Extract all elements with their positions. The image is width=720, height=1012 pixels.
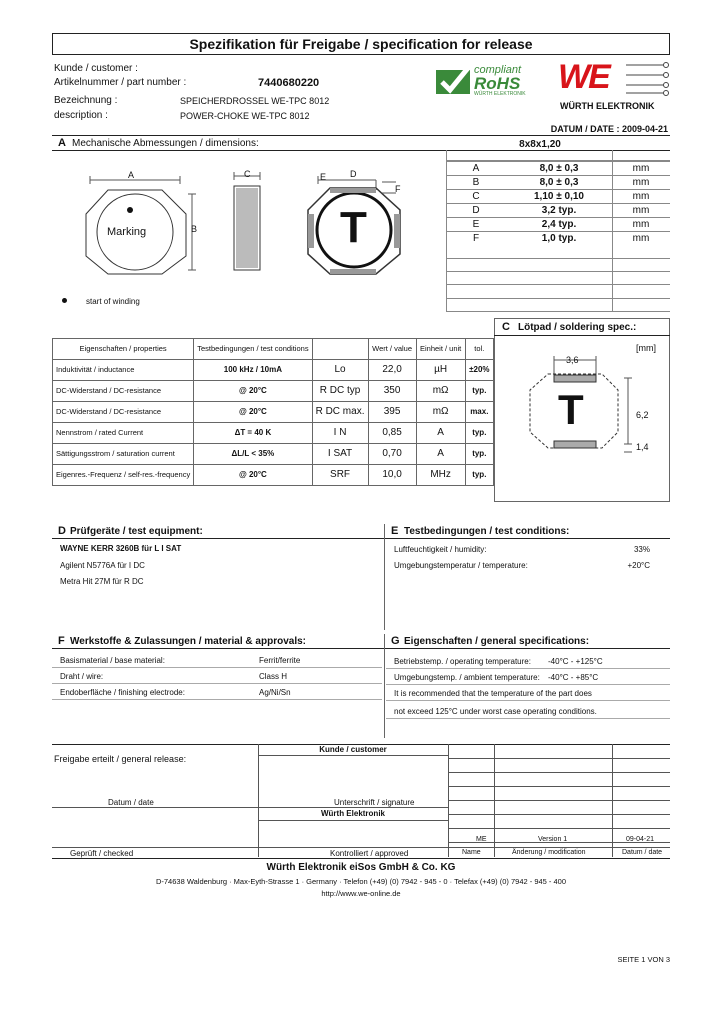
ambient-temp-value: -40°C - +85°C: [548, 673, 599, 682]
description-label: description :: [54, 110, 108, 121]
dim-row: [446, 176, 670, 190]
property-condition: ΔL/L < 35%: [194, 444, 312, 465]
dim-unit: mm: [612, 204, 670, 218]
section-g-title: Eigenschaften / general specifications:: [404, 636, 590, 647]
dim-unit: mm: [612, 162, 670, 176]
section-c-underline: [494, 335, 670, 336]
brand-name: WÜRTH ELEKTRONIK: [560, 101, 655, 111]
property-row: [53, 381, 494, 402]
humidity-label: Luftfeuchtigkeit / humidity:: [394, 545, 487, 554]
electrode-label: Endoberfläche / finishing electrode:: [60, 688, 185, 697]
dim-unit: mm: [612, 176, 670, 190]
property-name: Nennstrom / rated Current: [53, 423, 194, 444]
section-f-title: Werkstoffe & Zulassungen / material & approvals:: [70, 636, 306, 647]
property-symbol: I SAT: [312, 444, 368, 465]
property-name: DC-Widerstand / DC-resistance: [53, 381, 194, 402]
release-grid-1: [448, 758, 670, 759]
property-row: [53, 402, 494, 423]
f-line-2: [52, 683, 382, 684]
property-unit: mΩ: [416, 402, 465, 423]
section-c-title: Lötpad / soldering spec.:: [518, 322, 637, 333]
release-grid-6: [448, 828, 670, 829]
release-end-line: [52, 858, 670, 859]
dim-value: 3,2 typ.: [506, 204, 612, 218]
property-name: Sättigungsstrom / saturation current: [53, 444, 194, 465]
circuit-icon: [626, 60, 670, 96]
footer-url[interactable]: http://www.we-online.de: [321, 889, 401, 898]
property-unit: µH: [416, 360, 465, 381]
section-g-letter: G: [391, 635, 400, 647]
release-version: Version 1: [538, 836, 568, 843]
dims-empty-4: [446, 298, 670, 299]
properties-header-row: [53, 339, 494, 360]
dim-row: [446, 204, 670, 218]
property-condition: 100 kHz / 10mA: [194, 360, 312, 381]
section-d-title: Prüfgeräte / test equipment:: [70, 526, 203, 537]
temp-note-1: It is recommended that the temperature of the part does: [394, 689, 592, 698]
property-unit: A: [416, 423, 465, 444]
pad-dim-width: 3,6: [566, 355, 579, 365]
property-name: Induktivität / inductance: [53, 360, 194, 381]
divider-fg-vertical: [384, 634, 385, 738]
release-customer: Kunde / customer: [319, 745, 387, 754]
property-symbol: I N: [312, 423, 368, 444]
section-a-title: Mechanische Abmessungen / dimensions:: [72, 138, 259, 149]
dim-label-a: A: [128, 170, 135, 180]
dim-row: [446, 162, 670, 176]
dim-value: 8,0 ± 0,3: [506, 162, 612, 176]
property-row: [53, 444, 494, 465]
footer-company: Würth Elektronik eiSos GmbH & Co. KG: [266, 862, 456, 873]
marking-label: Marking: [107, 226, 147, 238]
humidity-value: 33%: [633, 545, 650, 554]
hdr-value: Wert / value: [368, 339, 416, 360]
release-signature: Unterschrift / signature: [334, 798, 415, 807]
release-me: ME: [476, 836, 487, 843]
dim-unit: mm: [612, 190, 670, 204]
release-label: Freigabe erteilt / general release:: [54, 754, 187, 764]
customer-label: Kunde / customer :: [54, 63, 138, 74]
property-value: 10,0: [368, 465, 416, 486]
release-we: Würth Elektronik: [320, 809, 385, 818]
divider-de: [52, 538, 670, 539]
wire-label: Draht / wire:: [60, 672, 104, 681]
footer-address: D-74638 Waldenburg · Max-Eyth-Strasse 1 · Germany · Telefon (+49) (0) 7942 - 945 - 0 · Telefax (+49) (0) 7942 - 945 - 400: [155, 877, 567, 886]
start-of-winding: start of winding: [86, 297, 140, 306]
dim-row: [446, 218, 670, 232]
release-grid-4: [448, 800, 670, 801]
property-value: 350: [368, 381, 416, 402]
property-condition: ΔT = 40 K: [194, 423, 312, 444]
dim-key: C: [446, 190, 506, 204]
property-symbol: R DC max.: [312, 402, 368, 423]
f-line-3: [52, 699, 382, 700]
release-change: Änderung / modification: [512, 849, 586, 856]
release-checked: Geprüft / checked: [70, 849, 134, 858]
pad-dim-height: 6,2: [636, 410, 649, 420]
equipment-line-2: Agilent N5776A für I DC: [60, 561, 145, 570]
dim-value: 8,0 ± 0,3: [506, 176, 612, 190]
dim-unit: mm: [612, 232, 670, 246]
property-condition: @ 20°C: [194, 402, 312, 423]
property-tolerance: typ.: [465, 465, 493, 486]
section-d-letter: D: [58, 525, 66, 537]
release-grid-2: [448, 772, 670, 773]
divider-fg: [52, 648, 670, 649]
dim-label-c: C: [244, 169, 251, 179]
temperature-label: Umgebungstemperatur / temperature:: [394, 561, 528, 570]
property-tolerance: typ.: [465, 423, 493, 444]
section-e-title: Testbedingungen / test conditions:: [404, 526, 570, 537]
pad-dim-pad: 1,4: [636, 442, 649, 452]
hdr-unit: Einheit / unit: [416, 339, 465, 360]
property-condition: @ 20°C: [194, 381, 312, 402]
pad-marking: T: [558, 386, 584, 433]
dim-value: 1,10 ± 0,10: [506, 190, 612, 204]
base-material-value: Ferrit/ferrite: [259, 656, 301, 665]
property-tolerance: max.: [465, 402, 493, 423]
g-line-1: [386, 668, 670, 669]
dims-empty-3: [446, 284, 670, 285]
top-view-drawing: [80, 170, 220, 280]
dim-key: E: [446, 218, 506, 232]
property-value: 0,70: [368, 444, 416, 465]
hdr-properties: Eigenschaften / properties: [53, 339, 194, 360]
property-row: [53, 423, 494, 444]
hdr-conditions: Testbedingungen / test conditions: [194, 339, 312, 360]
properties-table: [52, 338, 494, 486]
g-line-2: [386, 684, 670, 685]
section-e-letter: E: [391, 525, 399, 537]
f-line-1: [52, 667, 382, 668]
dim-key: B: [446, 176, 506, 190]
property-value: 0,85: [368, 423, 416, 444]
ambient-temp-label: Umgebungstemp. / ambient temperature:: [394, 673, 540, 682]
operating-temp-value: -40°C - +125°C: [548, 657, 603, 666]
property-symbol: SRF: [312, 465, 368, 486]
designation-label: Bezeichnung :: [54, 95, 118, 106]
release-approved: Kontrolliert / approved: [330, 849, 409, 858]
property-name: Eigenres.-Frequenz / self-res.-frequency: [53, 465, 194, 486]
property-symbol: R DC typ: [312, 381, 368, 402]
g-line-3: [386, 700, 670, 701]
dims-empty-2: [446, 271, 670, 272]
hdr-tol: tol.: [465, 339, 493, 360]
property-unit: A: [416, 444, 465, 465]
page-number: SEITE 1 VON 3: [617, 955, 670, 964]
release-datum: Datum / date: [622, 849, 663, 856]
property-symbol: Lo: [312, 360, 368, 381]
dim-row: [446, 232, 670, 246]
release-customer-line: [258, 755, 448, 756]
dimensions-table: [446, 161, 670, 245]
hdr-symbol: [312, 339, 368, 360]
release-grid-5: [448, 814, 670, 815]
property-row: [53, 360, 494, 381]
part-label: Artikelnummer / part number :: [54, 77, 187, 88]
dim-value: 1,0 typ.: [506, 232, 612, 246]
property-value: 395: [368, 402, 416, 423]
property-unit: mΩ: [416, 381, 465, 402]
temp-note-2: not exceed 125°C under worst case operating conditions.: [394, 707, 597, 716]
dim-row: [446, 190, 670, 204]
rohs-logo: [434, 64, 544, 98]
temperature-value: +20°C: [627, 561, 650, 570]
g-line-4: [386, 718, 670, 719]
release-grid-3: [448, 786, 670, 787]
rohs-text: RoHS: [474, 74, 521, 93]
property-tolerance: typ.: [465, 381, 493, 402]
release-date-label: Datum / date: [108, 798, 154, 807]
dim-size: 8x8x1,20: [519, 139, 561, 150]
section-a-underline: [52, 150, 670, 151]
equipment-line-3: Metra Hit 27M für R DC: [60, 577, 144, 586]
dim-label-b: B: [191, 224, 198, 234]
dim-key: A: [446, 162, 506, 176]
property-row: [53, 465, 494, 486]
release-name: Name: [462, 849, 481, 856]
dim-key: F: [446, 232, 506, 246]
we-logo: [556, 58, 670, 110]
release-date: DATUM / DATE : 2009-04-21: [550, 124, 668, 134]
page-title: Spezifikation für Freigabe / specification for release: [189, 36, 533, 52]
dim-value: 2,4 typ.: [506, 218, 612, 232]
dim-key: D: [446, 204, 506, 218]
property-tolerance: typ.: [465, 444, 493, 465]
electrode-value: Ag/Ni/Sn: [259, 688, 291, 697]
bottom-view-marking: T: [340, 203, 367, 252]
dims-empty-1: [446, 258, 670, 259]
base-material-label: Basismaterial / base material:: [60, 656, 165, 665]
section-c-unit: [mm]: [636, 343, 656, 353]
section-a-letter: A: [58, 137, 66, 149]
release-we-line: [258, 820, 448, 821]
divider-de-vertical: [384, 524, 385, 630]
rohs-compliant: compliant: [474, 64, 522, 76]
dim-label-e: E: [320, 172, 327, 182]
description-value: POWER-CHOKE WE-TPC 8012: [180, 111, 310, 121]
release-bottom-line: [52, 847, 670, 848]
section-c-letter: C: [502, 321, 510, 333]
we-logo-text: WE: [558, 58, 609, 96]
divider-top: [52, 135, 670, 136]
release-we-left: [258, 744, 259, 857]
property-value: 22,0: [368, 360, 416, 381]
dim-label-d: D: [350, 169, 357, 179]
property-tolerance: ±20%: [465, 360, 493, 381]
winding-dot-icon: [62, 298, 67, 303]
part-number: 7440680220: [258, 77, 320, 89]
section-f-letter: F: [58, 635, 65, 647]
wire-value: Class H: [259, 672, 288, 681]
release-date-line: [52, 807, 448, 808]
designation-value: SPEICHERDROSSEL WE-TPC 8012: [180, 96, 330, 106]
operating-temp-label: Betriebstemp. / operating temperature:: [394, 657, 531, 666]
side-view-drawing: [228, 166, 268, 276]
property-name: DC-Widerstand / DC-resistance: [53, 402, 194, 423]
dim-label-f: F: [395, 184, 401, 194]
dims-empty-5: [446, 311, 670, 312]
rohs-sub: WÜRTH ELEKTRONIK: [474, 91, 526, 97]
property-condition: @ 20°C: [194, 465, 312, 486]
release-version-date: 09-04-21: [626, 836, 655, 843]
equipment-line-1: WAYNE KERR 3260B für L I SAT: [60, 544, 182, 553]
dim-unit: mm: [612, 218, 670, 232]
property-unit: MHz: [416, 465, 465, 486]
